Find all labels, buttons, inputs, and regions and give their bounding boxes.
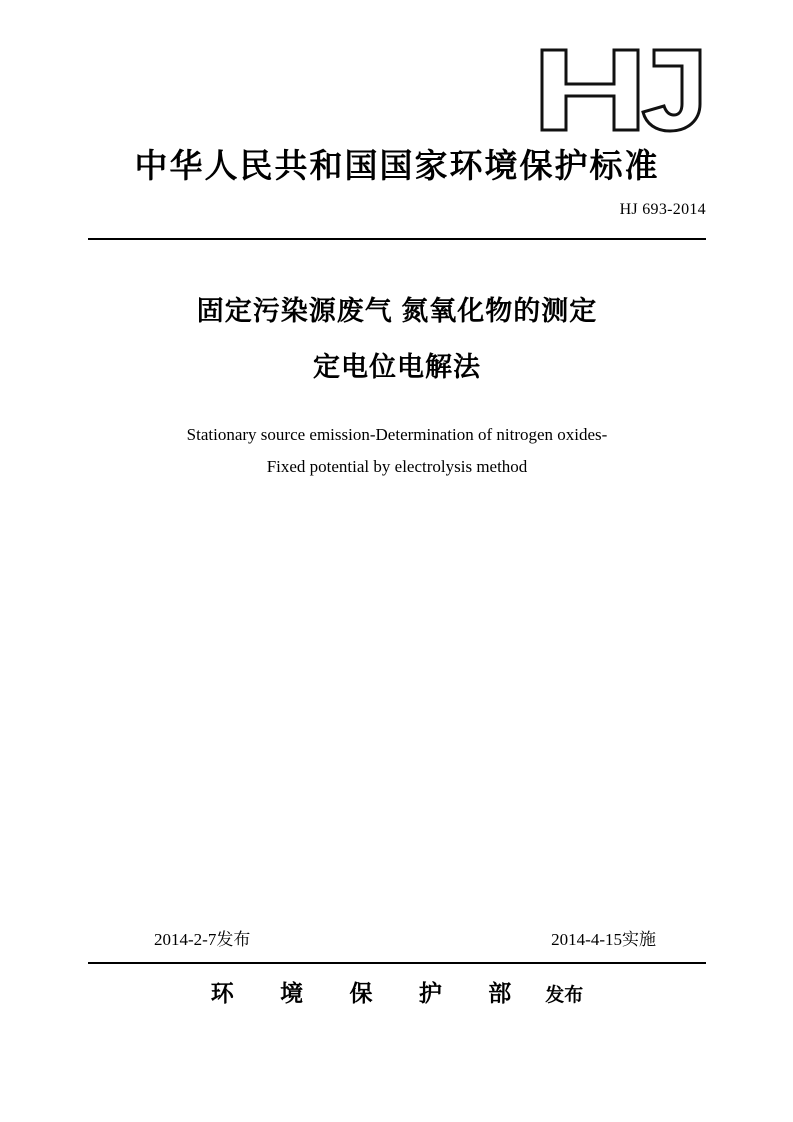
issue-date: 2014-2-7发布 (154, 930, 251, 949)
masthead (88, 46, 706, 219)
hj-monogram-icon (88, 46, 706, 134)
title-chinese-line-1: 固定污染源废气 氮氧化物的测定 (196, 296, 598, 326)
title-chinese-line-2: 定电位电解法 (313, 352, 481, 382)
header-divider (88, 238, 706, 240)
publisher-verb: 发布 (545, 985, 584, 1006)
title-english-line-1: Stationary source emission-Determination of nitrogen oxides- (186, 425, 608, 444)
effective-date: 2014-4-15实施 (551, 930, 656, 949)
publisher-row (88, 975, 706, 1008)
footer-dates (88, 925, 706, 950)
standard-number: HJ 693-2014 (619, 201, 706, 218)
title-block (88, 283, 706, 483)
organization-title: 中华人民共和国国家环境保护标准 (134, 147, 660, 184)
footer-divider (88, 962, 706, 964)
publisher-name: 环 境 保 护 部 (210, 980, 532, 1006)
title-english-line-2: Fixed potential by electrolysis method (266, 457, 528, 476)
